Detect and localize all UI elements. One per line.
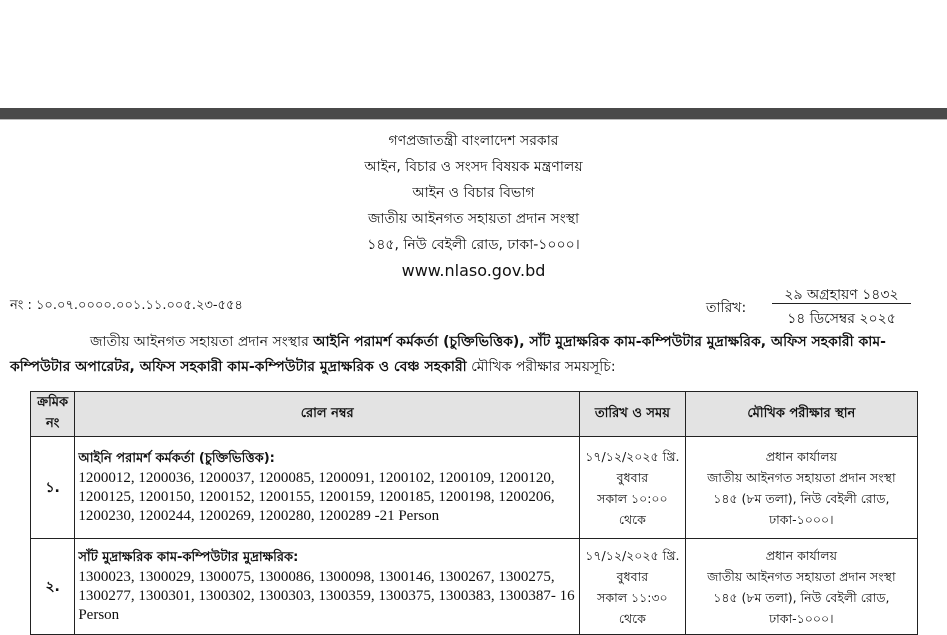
venue-organization: জাতীয় আইনগত সহায়তা প্রদান সংস্থা: [707, 568, 896, 584]
letterhead: [0, 128, 947, 284]
row-venue: [685, 539, 917, 635]
letterhead-division: আইন ও বিচার বিভাগ: [412, 185, 535, 201]
letterhead-ministry: আইন, বিচার ও সংসদ বিষয়ক মন্ত্রণালয়: [364, 159, 583, 175]
post-name: আইনি পরামর্শ কর্মকর্তা (চুক্তিভিত্তিক):: [78, 451, 275, 466]
date-bangla: ২৯ অগ্রহায়ণ ১৪৩২: [784, 287, 899, 303]
letterhead-government: গণপ্রজাতন্ত্রী বাংলাদেশ সরকার: [388, 133, 559, 149]
row-rolls: [75, 539, 580, 635]
venue-address: ১৪৫ (৮ম তলা), নিউ বেইলী রোড,: [713, 490, 890, 506]
top-separator-line: [0, 119, 947, 120]
table-row: [31, 437, 918, 539]
table-row: [31, 539, 918, 635]
date-english: ১৪ ডিসেম্বর ২০২৫: [787, 311, 896, 327]
exam-date: ১৭/১২/২০২৫ খ্রি.: [585, 448, 680, 464]
intro-prefix: জাতীয় আইনগত সহায়তা প্রদান সংস্থার: [90, 334, 314, 350]
venue-office: প্রধান কার্যালয়: [765, 547, 837, 563]
row-venue: [685, 437, 917, 539]
row-rolls: [75, 437, 580, 539]
table-header-row: [31, 392, 918, 437]
top-separator-bar: [0, 108, 947, 119]
venue-office: প্রধান কার্যালয়: [765, 448, 837, 464]
intro-suffix: মৌখিক পরীক্ষার সময়সূচি:: [466, 359, 616, 375]
letterhead-organization: জাতীয় আইনগত সহায়তা প্রদান সংস্থা: [367, 211, 580, 227]
row-serial: ১.: [31, 437, 75, 539]
venue-city: ঢাকা-১০০০।: [769, 610, 834, 626]
date-divider: [772, 303, 911, 304]
exam-time-from: থেকে: [618, 511, 646, 527]
exam-time-from: থেকে: [618, 610, 646, 626]
exam-time: সকাল ১০:০০: [597, 490, 668, 506]
venue-address: ১৪৫ (৮ম তলা), নিউ বেইলী রোড,: [713, 589, 890, 605]
exam-time: সকাল ১১:৩০: [597, 589, 668, 605]
header-serial: ক্রমিক নং: [31, 392, 75, 437]
memo-date: [706, 283, 911, 327]
venue-city: ঢাকা-১০০০।: [769, 511, 834, 527]
viva-schedule-table: [30, 391, 918, 635]
row-datetime: [580, 539, 686, 635]
memo-number: নং : ১০.০৭.০০০০.০০১.১১.০০৫.২৩-৫৫৪: [10, 298, 243, 313]
notice-intro: [10, 330, 940, 380]
intro-posts: আইনি পরামর্শ কর্মকর্তা (চুক্তিভিত্তিক), সাঁট মুদ্রাক্ষরিক কাম-কম্পিউটার মুদ্রাক্ষরিক, অফিস সহকারী কাম-কম্পিউটার অপারেটর, অফিস সহকারী কাম-কম্পিউটার মুদ্রাক্ষরিক ও বেঞ্চ সহকারী: [10, 334, 886, 375]
row-serial: ২.: [31, 539, 75, 635]
post-name: সাঁট মুদ্রাক্ষরিক কাম-কম্পিউটার মুদ্রাক্ষরিক:: [78, 550, 299, 565]
exam-date: ১৭/১২/২০২৫ খ্রি.: [585, 547, 680, 563]
header-date-time: তারিখ ও সময়: [580, 392, 686, 437]
header-roll-number: রোল নম্বর: [75, 392, 580, 437]
date-label: তারিখ:: [706, 300, 747, 316]
row-datetime: [580, 437, 686, 539]
exam-day: বুধবার: [616, 469, 649, 485]
venue-organization: জাতীয় আইনগত সহায়তা প্রদান সংস্থা: [707, 469, 896, 485]
roll-numbers: 1200012, 1200036, 1200037, 1200085, 1200091, 1200102, 1200109, 1200120, 1200125, 1200150, 1200152, 1200155, 1200159, 1200185, 1200198, 1200206, 1200230, 1200244, 1200269, 1200280, 1200289 -21 Person: [78, 470, 555, 524]
exam-day: বুধবার: [616, 568, 649, 584]
header-venue: মৌখিক পরীক্ষার স্থান: [685, 392, 917, 437]
letterhead-address: ১৪৫, নিউ বেইলী রোড, ঢাকা-১০০০।: [367, 237, 580, 253]
roll-numbers: 1300023, 1300029, 1300075, 1300086, 1300098, 1300146, 1300267, 1300275, 1300277, 1300301, 1300302, 1300303, 1300359, 1300375, 1300383, 1300387- 16 Person: [78, 569, 575, 623]
letterhead-website: www.nlaso.gov.bd: [401, 261, 546, 280]
